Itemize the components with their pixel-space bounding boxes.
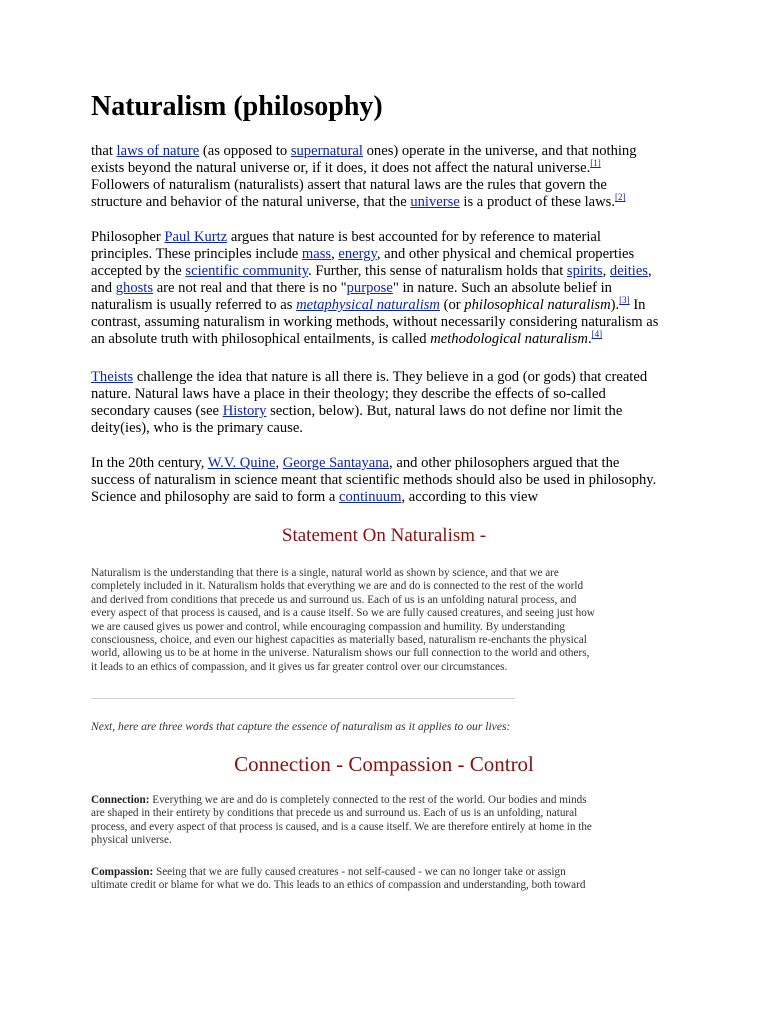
link-theists[interactable]: Theists <box>91 369 134 385</box>
link-universe[interactable]: universe <box>410 194 460 210</box>
link-paul-kurtz[interactable]: Paul Kurtz <box>164 229 228 245</box>
paragraph-theists: Theists challenge the idea that nature is all there is. They believe in a god (or gods) that created nature. Natural laws have a place in their theology; they describe the effects of so-called secondary causes (see History section, below). But, natural laws do not define nor limit the deity(ies), who is the primary cause. <box>91 369 648 436</box>
link-george-santayana[interactable]: George Santayana <box>282 455 390 471</box>
connection-label: Connection: <box>91 794 150 806</box>
link-wv-quine[interactable]: W.V. Quine <box>207 455 276 471</box>
three-words-intro: Next, here are three words that capture the essence of naturalism as it applies to our lives: <box>91 720 511 733</box>
statement-body: Naturalism is the understanding that there is a single, natural world as shown by science, and that we are completely included in it. Naturalism holds that everything we are and do is connected to the rest of the world and derived from conditions that precede us and surround us. Each of us is an unfolding natural process, and every aspect of that process is caused, and is a cause itself. So we are fully caused creatures, and seeing just how we are caused gives us power and control, while encouraging compassion and humility. By understanding consciousness, choice, and even our highest capacities as materially based, naturalism re-enchants the physical world, allowing us to be at home in the universe. Naturalism shows our full connection to the world and others, it leads to an ethics of compassion, and it gives us far greater control over our circumstances. <box>91 567 595 673</box>
link-spirits[interactable]: spirits <box>566 263 603 279</box>
compassion-paragraph: Compassion: Seeing that we are fully caused creatures - not self-caused - we can no longer take or assign ultimate credit or blame for what we do. This leads to an ethics of compassion and understanding, both toward <box>91 866 586 892</box>
paragraph-kurtz: Philosopher Paul Kurtz argues that nature is best accounted for by reference to material principles. These principles include mass, energy, and other physical and chemical properties accepted by the scientific community. Further, this sense of naturalism holds that spirits, deities, and ghosts are not real and that there is no "purpose" in nature. Such an absolute belief in naturalism is usually referred to as metaphysical naturalism (or philosophical naturalism).[3] In contrast, assuming naturalism in working methods, without necessarily considering naturalism as an absolute truth with philosophical entailments, is called methodological naturalism.[4] <box>91 229 659 347</box>
page-title: Naturalism (philosophy) <box>91 91 383 122</box>
link-laws-of-nature[interactable]: laws of nature <box>116 143 200 159</box>
paragraph-intro: that laws of nature (as opposed to supernatural ones) operate in the universe, and that nothing exists beyond the natural universe or, if it does, it does not affect the natural universe.[1] Followers of naturalism (naturalists) assert that natural laws are the rules that govern the structure and behavior of the natural universe, that the universe is a product of these laws.[2] <box>91 143 637 210</box>
paragraph-20th-century: In the 20th century, W.V. Quine, George Santayana, and other philosophers argued that the success of naturalism in science meant that scientific methods should also be used in philosophy. Science and philosophy are said to form a continuum, according to this view <box>91 455 657 505</box>
link-energy[interactable]: energy <box>338 246 377 262</box>
link-ghosts[interactable]: ghosts <box>115 280 154 296</box>
link-history[interactable]: History <box>222 403 267 419</box>
compassion-label: Compassion: <box>91 866 154 878</box>
reference-link-3[interactable]: [3] <box>619 295 630 305</box>
link-continuum[interactable]: continuum <box>339 489 402 505</box>
connection-paragraph: Connection: Everything we are and do is completely connected to the rest of the world. Our bodies and minds are shaped in their entirety by conditions that precede us and surround us. Each of us is an unfolding, natural process, and every aspect of that process is caused, and is a cause itself. We are therefore entirely at home in the physical universe. <box>91 794 592 847</box>
reference-link-4[interactable]: [4] <box>591 329 603 339</box>
statement-heading: Statement On Naturalism - <box>281 525 487 546</box>
link-purpose[interactable]: purpose <box>346 280 393 296</box>
link-mass[interactable]: mass <box>301 246 332 262</box>
three-words-heading: Connection - Compassion - Control <box>234 752 534 776</box>
link-scientific-community[interactable]: scientific community <box>185 263 309 279</box>
reference-link-1[interactable]: [1] <box>590 158 601 168</box>
link-deities[interactable]: deities <box>609 263 648 279</box>
link-supernatural[interactable]: supernatural <box>290 143 363 159</box>
divider <box>91 698 515 699</box>
link-metaphysical-naturalism[interactable]: metaphysical naturalism <box>296 297 440 313</box>
reference-link-2[interactable]: [2] <box>615 192 626 202</box>
